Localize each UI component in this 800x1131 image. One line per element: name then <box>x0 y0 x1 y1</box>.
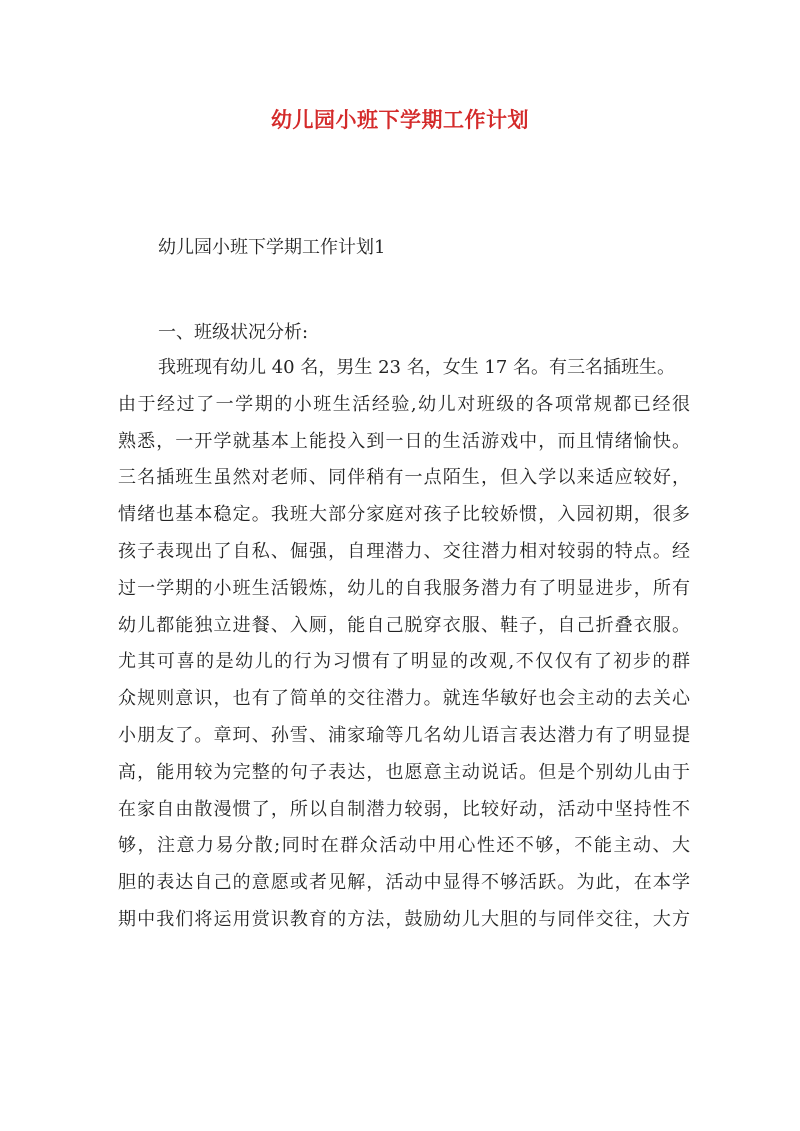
document-subtitle: 幼儿园小班下学期工作计划1 <box>158 237 386 258</box>
paragraph-line: 够，注意力易分散;同时在群众活动中用心性还不够，不能主动、大 <box>118 835 690 857</box>
paragraph-line: 孩子表现出了自私、倔强，自理潜力、交往潜力相对较弱的特点。经 <box>118 540 690 562</box>
paragraph-line: 尤其可喜的是幼儿的行为习惯有了明显的改观,不仅仅有了初步的群 <box>118 651 690 673</box>
paragraph-line: 在家自由散漫惯了，所以自制潜力较弱，比较好动，活动中坚持性不 <box>118 798 690 820</box>
paragraph-line: 由于经过了一学期的小班生活经验,幼儿对班级的各项常规都已经很 <box>118 393 690 415</box>
paragraph-line: 三名插班生虽然对老师、同伴稍有一点陌生，但入学以来适应较好， <box>118 467 690 489</box>
document-title: 幼儿园小班下学期工作计划 <box>271 107 529 132</box>
paragraph-line: 过一学期的小班生活锻炼，幼儿的自我服务潜力有了明显进步，所有 <box>118 577 690 599</box>
paragraph-line: 熟悉，一开学就基本上能投入到一日的生活游戏中，而且情绪愉快。 <box>118 430 690 452</box>
paragraph-line: 众规则意识，也有了简单的交往潜力。就连华敏好也会主动的去关心 <box>118 688 690 710</box>
paragraph-line: 小朋友了。章珂、孙雪、浦家瑜等几名幼儿语言表达潜力有了明显提 <box>118 724 690 746</box>
paragraph-line: 情绪也基本稳定。我班大部分家庭对孩子比较娇惯，入园初期，很多 <box>118 504 690 526</box>
section-heading: 一、班级状况分析: <box>158 322 309 343</box>
paragraph-line: 我班现有幼儿 40 名，男生 23 名，女生 17 名。有三名插班生。 <box>158 357 676 378</box>
body-paragraph <box>118 350 690 939</box>
paragraph-line: 期中我们将运用赏识教育的方法，鼓励幼儿大胆的与同伴交往，大方 <box>118 908 690 930</box>
paragraph-line: 幼儿都能独立进餐、入厕，能自己脱穿衣服、鞋子，自己折叠衣服。 <box>118 614 690 636</box>
paragraph-line: 高，能用较为完整的句子表达，也愿意主动说话。但是个别幼儿由于 <box>118 761 690 783</box>
paragraph-line: 胆的表达自己的意愿或者见解，活动中显得不够活跃。为此，在本学 <box>118 872 690 894</box>
